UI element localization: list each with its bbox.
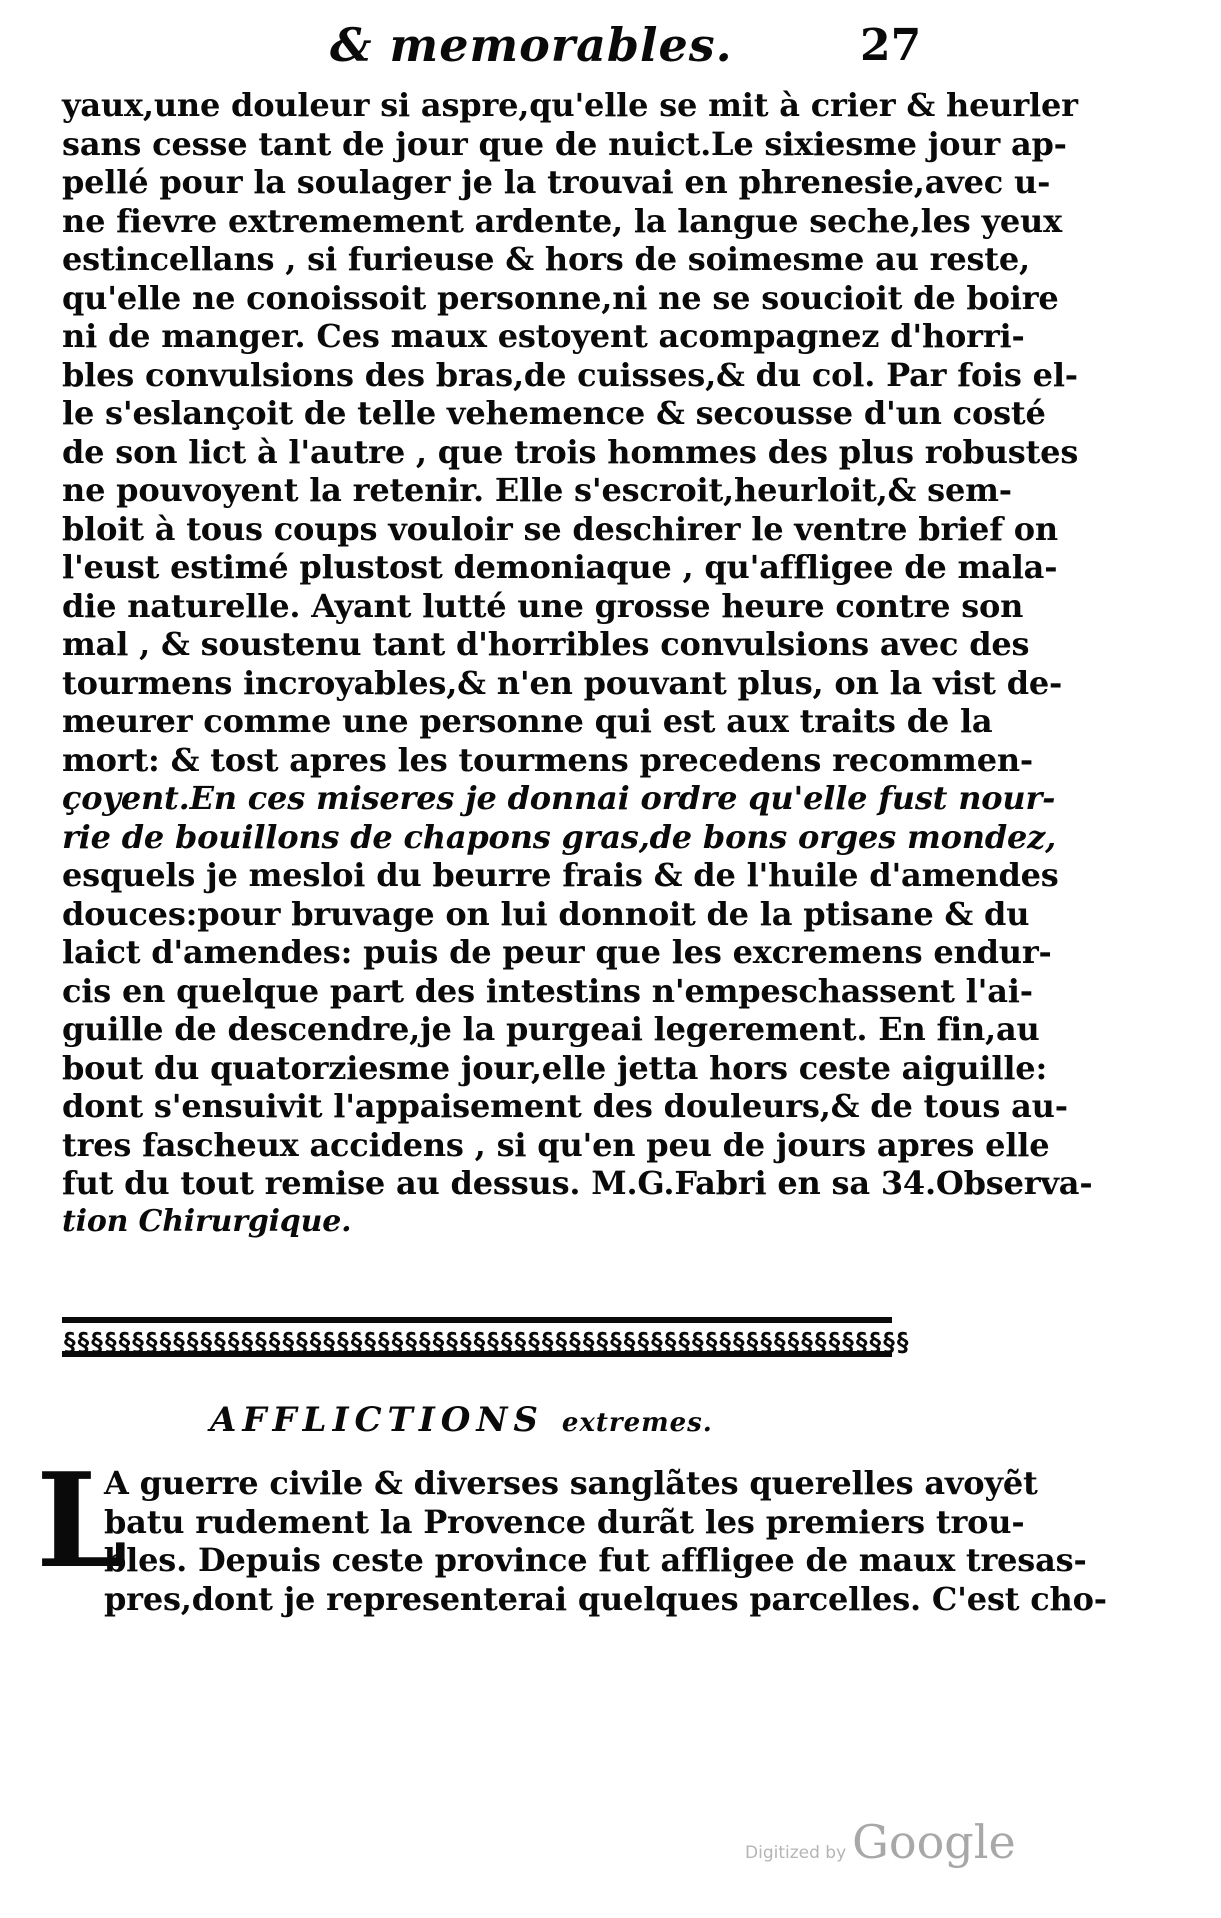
text-line: estincellans , si furieuse & hors de soimesme au reste, [62, 240, 1030, 278]
text-line: batu rudement la Provence durãt les premiers trou- [104, 1502, 1025, 1541]
text-line: ne pouvoyent la retenir. Elle s'escroit,heurloit,& sem- [62, 471, 1012, 509]
text-line: esquels je mesloi du beurre frais & de l'huile d'amendes [62, 856, 1059, 894]
text-line: tion Chirurgique. [62, 1203, 352, 1239]
running-title: & memorables. [330, 18, 733, 72]
text-line: guille de descendre,je la purgeai legerement. En fin,au [62, 1010, 1040, 1048]
section-lines [104, 1464, 1107, 1618]
text-line: yaux,une douleur si aspre,qu'elle se mit à crier & heurler [62, 86, 1078, 124]
text-line: A guerre civile & diverses sanglãtes querelles avoyẽt [104, 1464, 1038, 1502]
text-line: bles. Depuis ceste province fut affligee de maux tresas- [104, 1541, 1087, 1579]
text-line: laict d'amendes: puis de peur que les excremens endur- [62, 933, 1052, 971]
text-line: tourmens incroyables,& n'en pouvant plus, on la vist de- [62, 663, 1063, 702]
body-text [62, 86, 1093, 1241]
digitized-watermark [745, 1815, 1016, 1869]
text-line: çoyent.En ces miseres je donnai ordre qu'elle fust nour- [62, 779, 1056, 817]
text-line: le s'eslançoit de telle vehemence & secousse d'un costé [62, 394, 1046, 432]
text-line: sans cesse tant de jour que de nuict.Le sixiesme jour ap- [62, 124, 1067, 163]
text-line: pellé pour la soulager je la trouvai en phrenesie,avec u- [62, 163, 1051, 201]
drop-cap: L [36, 1444, 128, 1597]
text-line: ne fievre extremement ardente, la langue seche,les yeux [62, 201, 1063, 240]
text-line: qu'elle ne conoissoit personne,ni ne se soucioit de boire [62, 278, 1059, 317]
text-line: die naturelle. Ayant lutté une grosse heure contre son [62, 586, 1024, 625]
text-line: bout du quatorziesme jour,elle jetta hors ceste aiguille: [62, 1048, 1048, 1087]
text-line: mal , & soustenu tant d'horribles convulsions avec des [62, 625, 1030, 663]
google-logo: Google [852, 1815, 1016, 1869]
text-line: rie de bouillons de chapons gras,de bons orges mondez, [62, 817, 1057, 856]
text-line: l'eust estimé plustost demoniaque , qu'affligee de mala- [62, 548, 1058, 586]
text-line: ni de manger. Ces maux estoyent acompagnez d'horri- [62, 317, 1025, 355]
text-line: de son lict à l'autre , que trois hommes des plus robustes [62, 432, 1079, 471]
text-line: cis en quelque part des intestins n'empeschassent l'ai- [62, 971, 1033, 1010]
text-line: bloit à tous coups vouloir se deschirer le ventre brief on [62, 509, 1058, 548]
text-line: fut du tout remise au dessus. M.G.Fabri en sa 34.Observa- [62, 1164, 1093, 1202]
page-number: 27 [860, 20, 922, 71]
watermark-prefix: Digitized by [745, 1843, 847, 1863]
text-line: dont s'ensuivit l'appaisement des douleurs,& de tous au- [62, 1087, 1068, 1125]
section-title-sub: extremes. [561, 1408, 713, 1438]
text-line: tres fascheux accidens , si qu'en peu de jours apres elle [62, 1125, 1050, 1164]
text-line: douces:pour bruvage on lui donnoit de la ptisane & du [62, 894, 1030, 933]
text-line: meurer comme une personne qui est aux traits de la [62, 702, 993, 740]
text-line: pres,dont je representerai quelques parcelles. C'est cho- [104, 1579, 1107, 1618]
section-title [210, 1400, 713, 1440]
ornamental-band: §§§§§§§§§§§§§§§§§§§§§§§§§§§§§§§§§§§§§§§§§§§§§§§§§§§§§§§§§§§§§§ [62, 1317, 892, 1357]
text-line: mort: & tost apres les tourmens precedens recommen- [62, 740, 1034, 779]
text-line: bles convulsions des bras,de cuisses,& du col. Par fois el- [62, 355, 1078, 394]
section-title-main: AFFLICTIONS [210, 1400, 544, 1440]
